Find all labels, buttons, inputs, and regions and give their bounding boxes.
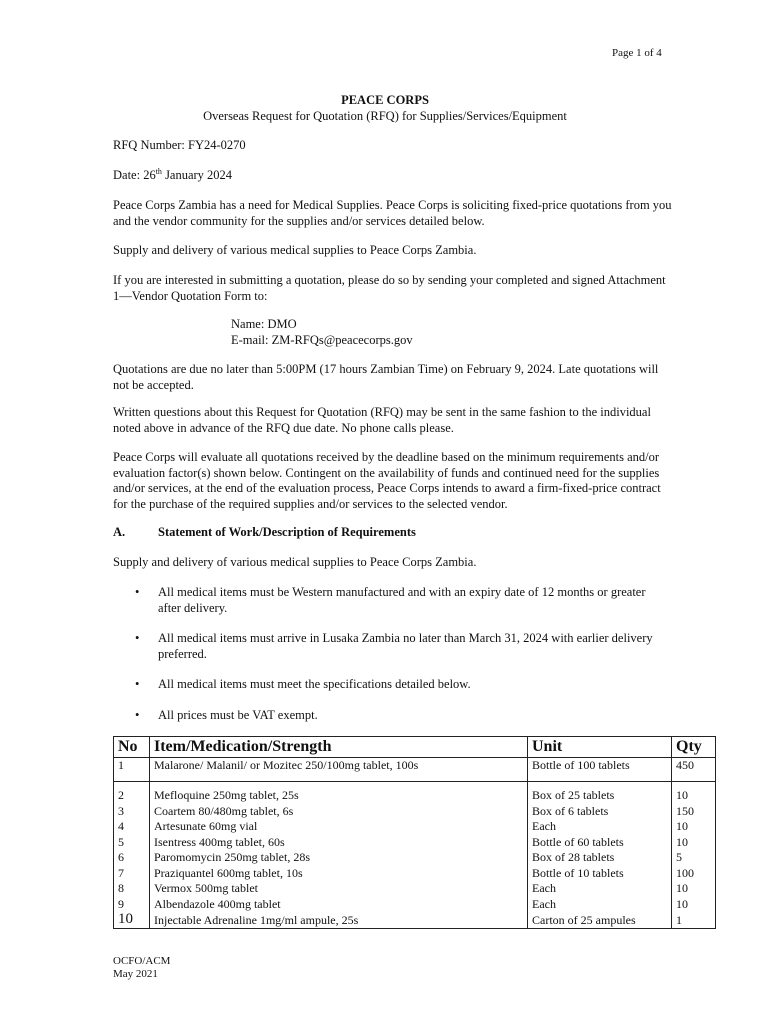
row-unit: Box of 6 tablets: [532, 803, 609, 818]
row-qty: 1: [676, 913, 682, 927]
date-prefix: Date: 26: [113, 168, 156, 182]
row-qty: 10: [676, 834, 688, 849]
cell-unit: [528, 782, 672, 929]
bullet-dot: •: [135, 585, 140, 599]
date-ordinal: th: [155, 166, 162, 176]
row-unit: Each: [532, 896, 556, 911]
bullet-text: All medical items must arrive in Lusaka Zambia no later than March 31, 2024 with earlier delivery preferred.: [158, 631, 653, 661]
row-unit: Bottle of 10 tablets: [532, 865, 624, 880]
deadline-paragraph: Quotations are due no later than 5:00PM (17 hours Zambian Time) on February 9, 2024. Late quotations will not be accepted.: [113, 362, 659, 392]
table-row: [114, 782, 716, 929]
header-qty: Qty: [672, 737, 716, 758]
row-item: Isentress 400mg tablet, 60s: [154, 834, 285, 849]
row-unit: Carton of 25 ampules: [532, 913, 636, 927]
row-no: 8: [118, 881, 124, 895]
row-item: Coartem 80/480mg tablet, 6s: [154, 803, 294, 818]
row-item: Artesunate 60mg vial: [154, 819, 258, 833]
row-no: 4: [118, 819, 124, 833]
section-title: Statement of Work/Description of Requirements: [158, 525, 416, 539]
bullet-text: All medical items must be Western manufactured and with an expiry date of 12 months or greater after delivery.: [158, 585, 646, 615]
table-header-row: [114, 737, 716, 758]
header-unit: Unit: [528, 737, 672, 758]
row-no: 10: [118, 911, 133, 927]
header-item: Item/Medication/Strength: [150, 737, 528, 758]
footer-office: OCFO/ACM: [113, 955, 171, 967]
supply-paragraph: Supply and delivery of various medical supplies to Peace Corps Zambia.: [113, 243, 477, 257]
bullet-dot: •: [135, 677, 140, 691]
row-qty: 10: [676, 896, 688, 911]
document-subtitle: Overseas Request for Quotation (RFQ) for Supplies/Services/Equipment: [203, 109, 567, 123]
row-item: Vermox 500mg tablet: [154, 881, 258, 895]
row-unit: Bottle of 60 tablets: [532, 834, 624, 849]
row-qty: 10: [676, 881, 688, 895]
bullet-dot: •: [135, 631, 140, 645]
row-no: 9: [118, 896, 124, 911]
row-item: Injectable Adrenaline 1mg/ml ampule, 25s: [154, 913, 359, 927]
cell-no: [114, 782, 150, 929]
cell-item: [150, 782, 528, 929]
row-qty: 150: [676, 803, 694, 818]
row-no: 7: [118, 865, 124, 880]
row-item: Albendazole 400mg tablet: [154, 896, 281, 911]
row-item: Paromomycin 250mg tablet, 28s: [154, 850, 310, 864]
evaluation-paragraph: Peace Corps will evaluate all quotations received by the deadline based on the minimum requirements and/or evaluation factor(s) shown below. Contingent on the availability of funds and continued need for the supplies and/or services, at the end of the evaluation process, Peace Corps intends to award a firm-fixed-price contract for the purchase of the required supplies and/or services to the selected vendor.: [113, 450, 661, 511]
requirements-table: [113, 736, 716, 929]
bullet-dot: •: [135, 708, 140, 722]
row-qty: 10: [676, 788, 688, 802]
row-qty: 10: [676, 819, 688, 833]
row-unit: Box of 28 tablets: [532, 850, 615, 864]
contact-email: E-mail: ZM-RFQs@peacecorps.gov: [231, 333, 413, 347]
row-no: 2: [118, 788, 124, 802]
contact-name: Name: DMO: [231, 317, 297, 331]
bullet-text: All medical items must meet the specifications detailed below.: [158, 677, 471, 691]
document-title: PEACE CORPS: [341, 93, 429, 107]
section-letter: A.: [113, 525, 126, 539]
cell-unit: Bottle of 100 tablets: [528, 758, 672, 782]
cell-no: 1: [114, 758, 150, 782]
cell-qty: [672, 782, 716, 929]
cell-item: Malarone/ Malanil/ or Mozitec 250/100mg tablet, 100s: [150, 758, 528, 782]
rfq-number: RFQ Number: FY24-0270: [113, 138, 246, 152]
page-number: Page 1 of 4: [612, 47, 662, 59]
row-no: 6: [118, 850, 124, 864]
questions-paragraph: Written questions about this Request for Quotation (RFQ) may be sent in the same fashion to the individual noted above in advance of the RFQ due date. No phone calls please.: [113, 405, 651, 435]
submission-paragraph: If you are interested in submitting a quotation, please do so by sending your completed and signed Attachment 1—Vendor Quotation Form to:: [113, 273, 666, 303]
rfq-date: [113, 168, 673, 184]
row-no: 5: [118, 834, 124, 849]
row-item: Mefloquine 250mg tablet, 25s: [154, 788, 299, 802]
row-qty: 100: [676, 865, 694, 880]
section-intro: Supply and delivery of various medical supplies to Peace Corps Zambia.: [113, 555, 477, 569]
row-unit: Each: [532, 819, 556, 833]
row-item: Praziquantel 600mg tablet, 10s: [154, 865, 303, 880]
cell-qty: 450: [672, 758, 716, 782]
row-unit: Box of 25 tablets: [532, 788, 615, 802]
row-unit: Each: [532, 881, 556, 895]
table-row: [114, 758, 716, 782]
intro-paragraph: Peace Corps Zambia has a need for Medical Supplies. Peace Corps is soliciting fixed-price quotations from you and the vendor community for the supplies and/or services detailed below.: [113, 198, 672, 228]
row-qty: 5: [676, 850, 682, 864]
header-no: No: [114, 737, 150, 758]
footer: [113, 955, 170, 980]
footer-date: May 2021: [113, 967, 158, 980]
date-rest: January 2024: [161, 168, 233, 182]
row-no: 3: [118, 803, 124, 818]
bullet-text: All prices must be VAT exempt.: [158, 708, 318, 722]
